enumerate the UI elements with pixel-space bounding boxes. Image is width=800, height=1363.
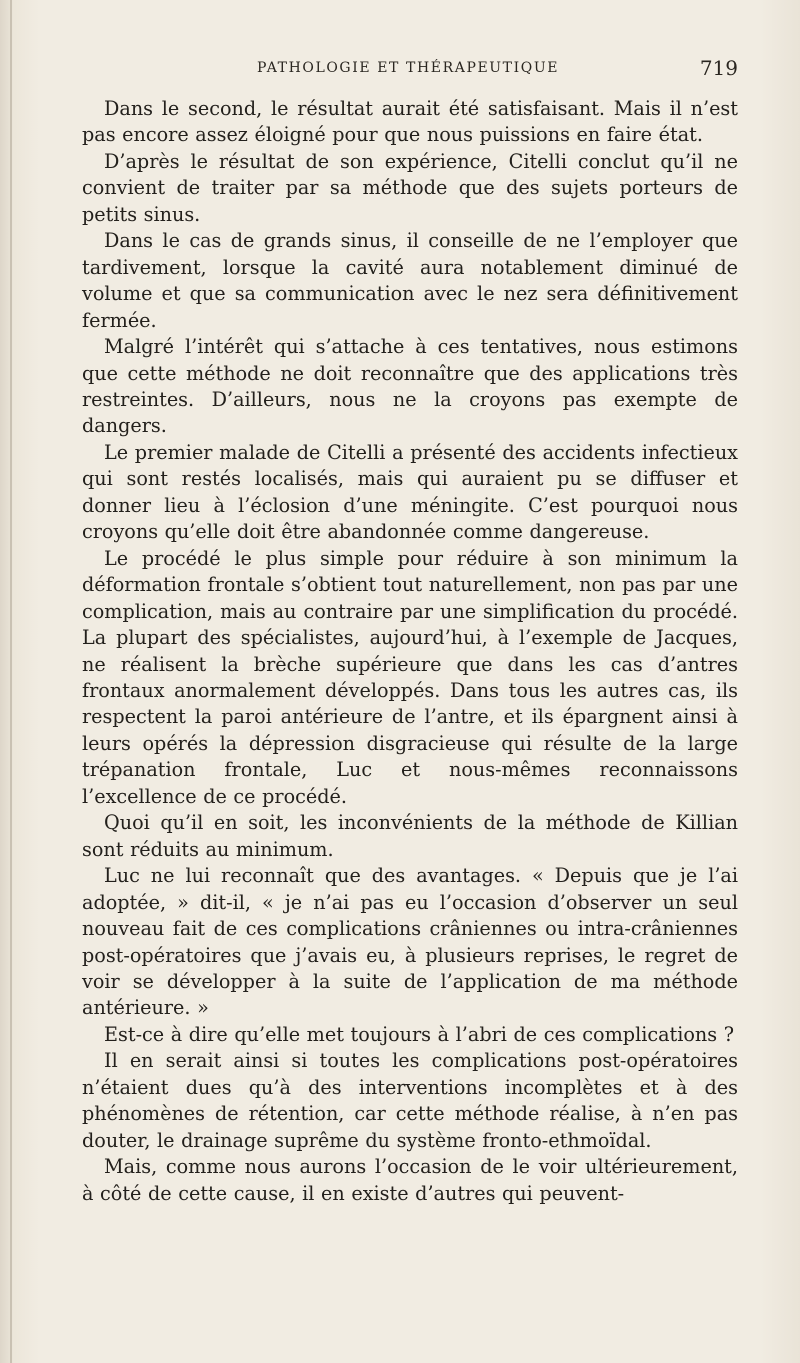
paragraph: Luc ne lui reconnaît que des avantages. « Depuis que je l’ai adoptée, » dit-il, « je n’ai pas eu l’occasion d’observer un seul nouveau fait de ces complications crâniennes ou intra-crâniennes post-opératoires que j’avais eu, à plusieurs reprises, le regret de voir se développer à la suite de l’application de ma méthode antérieure. »	[82, 864, 738, 1020]
paragraph: Dans le cas de grands sinus, il conseille de ne l’employer que tardivement, lorsque la cavité aura notablement diminué de volume et que sa communication avec le nez sera définitivement fermée.	[82, 229, 738, 332]
page-number: 719	[699, 56, 738, 80]
paragraph: D’après le résultat de son expérience, Citelli conclut qu’il ne convient de traiter par sa méthode que des sujets porteurs de petits sinus.	[82, 149, 738, 226]
paragraph: Le premier malade de Citelli a présenté des accidents infectieux qui sont restés localisés, mais qui auraient pu se diffuser et donner lieu à l’éclosion d’une méningite. C’est pourquoi nous croyons qu’elle doit être abandonnée comme dangereuse.	[82, 440, 738, 544]
paragraph: Malgré l’intérêt qui s’attache à ces tentatives, nous estimons que cette méthode ne doit reconnaître que des applications très restreintes. D’ailleurs, nous ne la croyons pas exempte de dangers.	[82, 335, 738, 438]
paragraph: Dans le second, le résultat aurait été satisfaisant. Mais il n’est pas encore assez éloigné pour que nous puissions en faire état.	[82, 97, 738, 147]
paragraph: Quoi qu’il en soit, les inconvénients de la méthode de Killian sont réduits au minimum.	[82, 811, 738, 861]
body-text	[82, 96, 738, 1207]
paragraph: Il en serait ainsi si toutes les complications post-opératoires n’étaient dues qu’à des interventions incomplètes et à des phénomènes de rétention, car cette méthode réalise, à n’en pas douter, le drainage suprême du système fronto-ethmoïdal.	[82, 1049, 738, 1152]
paragraph: Mais, comme nous aurons l’occasion de le voir ultérieurement, à côté de cette cause, il en existe d’autres qui peuvent-	[82, 1155, 738, 1205]
paragraph: Le procédé le plus simple pour réduire à son minimum la déformation frontale s’obtient tout naturellement, non pas par une complication, mais au contraire par une simplification du procédé. La plupart des spécialistes, aujourd’hui, à l’exemple de Jacques, ne réalisent la brèche supérieure que dans les cas d’antres frontaux anormalement développés. Dans tous les autres cas, ils respectent la paroi antérieure de l’antre, et ils épargnent ainsi à leurs opérés la dépression disgracieuse qui résulte de la large trépanation frontale, Luc et nous-mêmes reconnaissons l’excellence de ce procédé.	[82, 546, 738, 808]
paragraph: Est-ce à dire qu’elle met toujours à l’abri de ces complications ?	[104, 1022, 735, 1046]
page-header	[78, 58, 738, 84]
page-edge	[10, 0, 12, 1363]
running-title: PATHOLOGIE ET THÉRAPEUTIQUE	[256, 60, 560, 76]
